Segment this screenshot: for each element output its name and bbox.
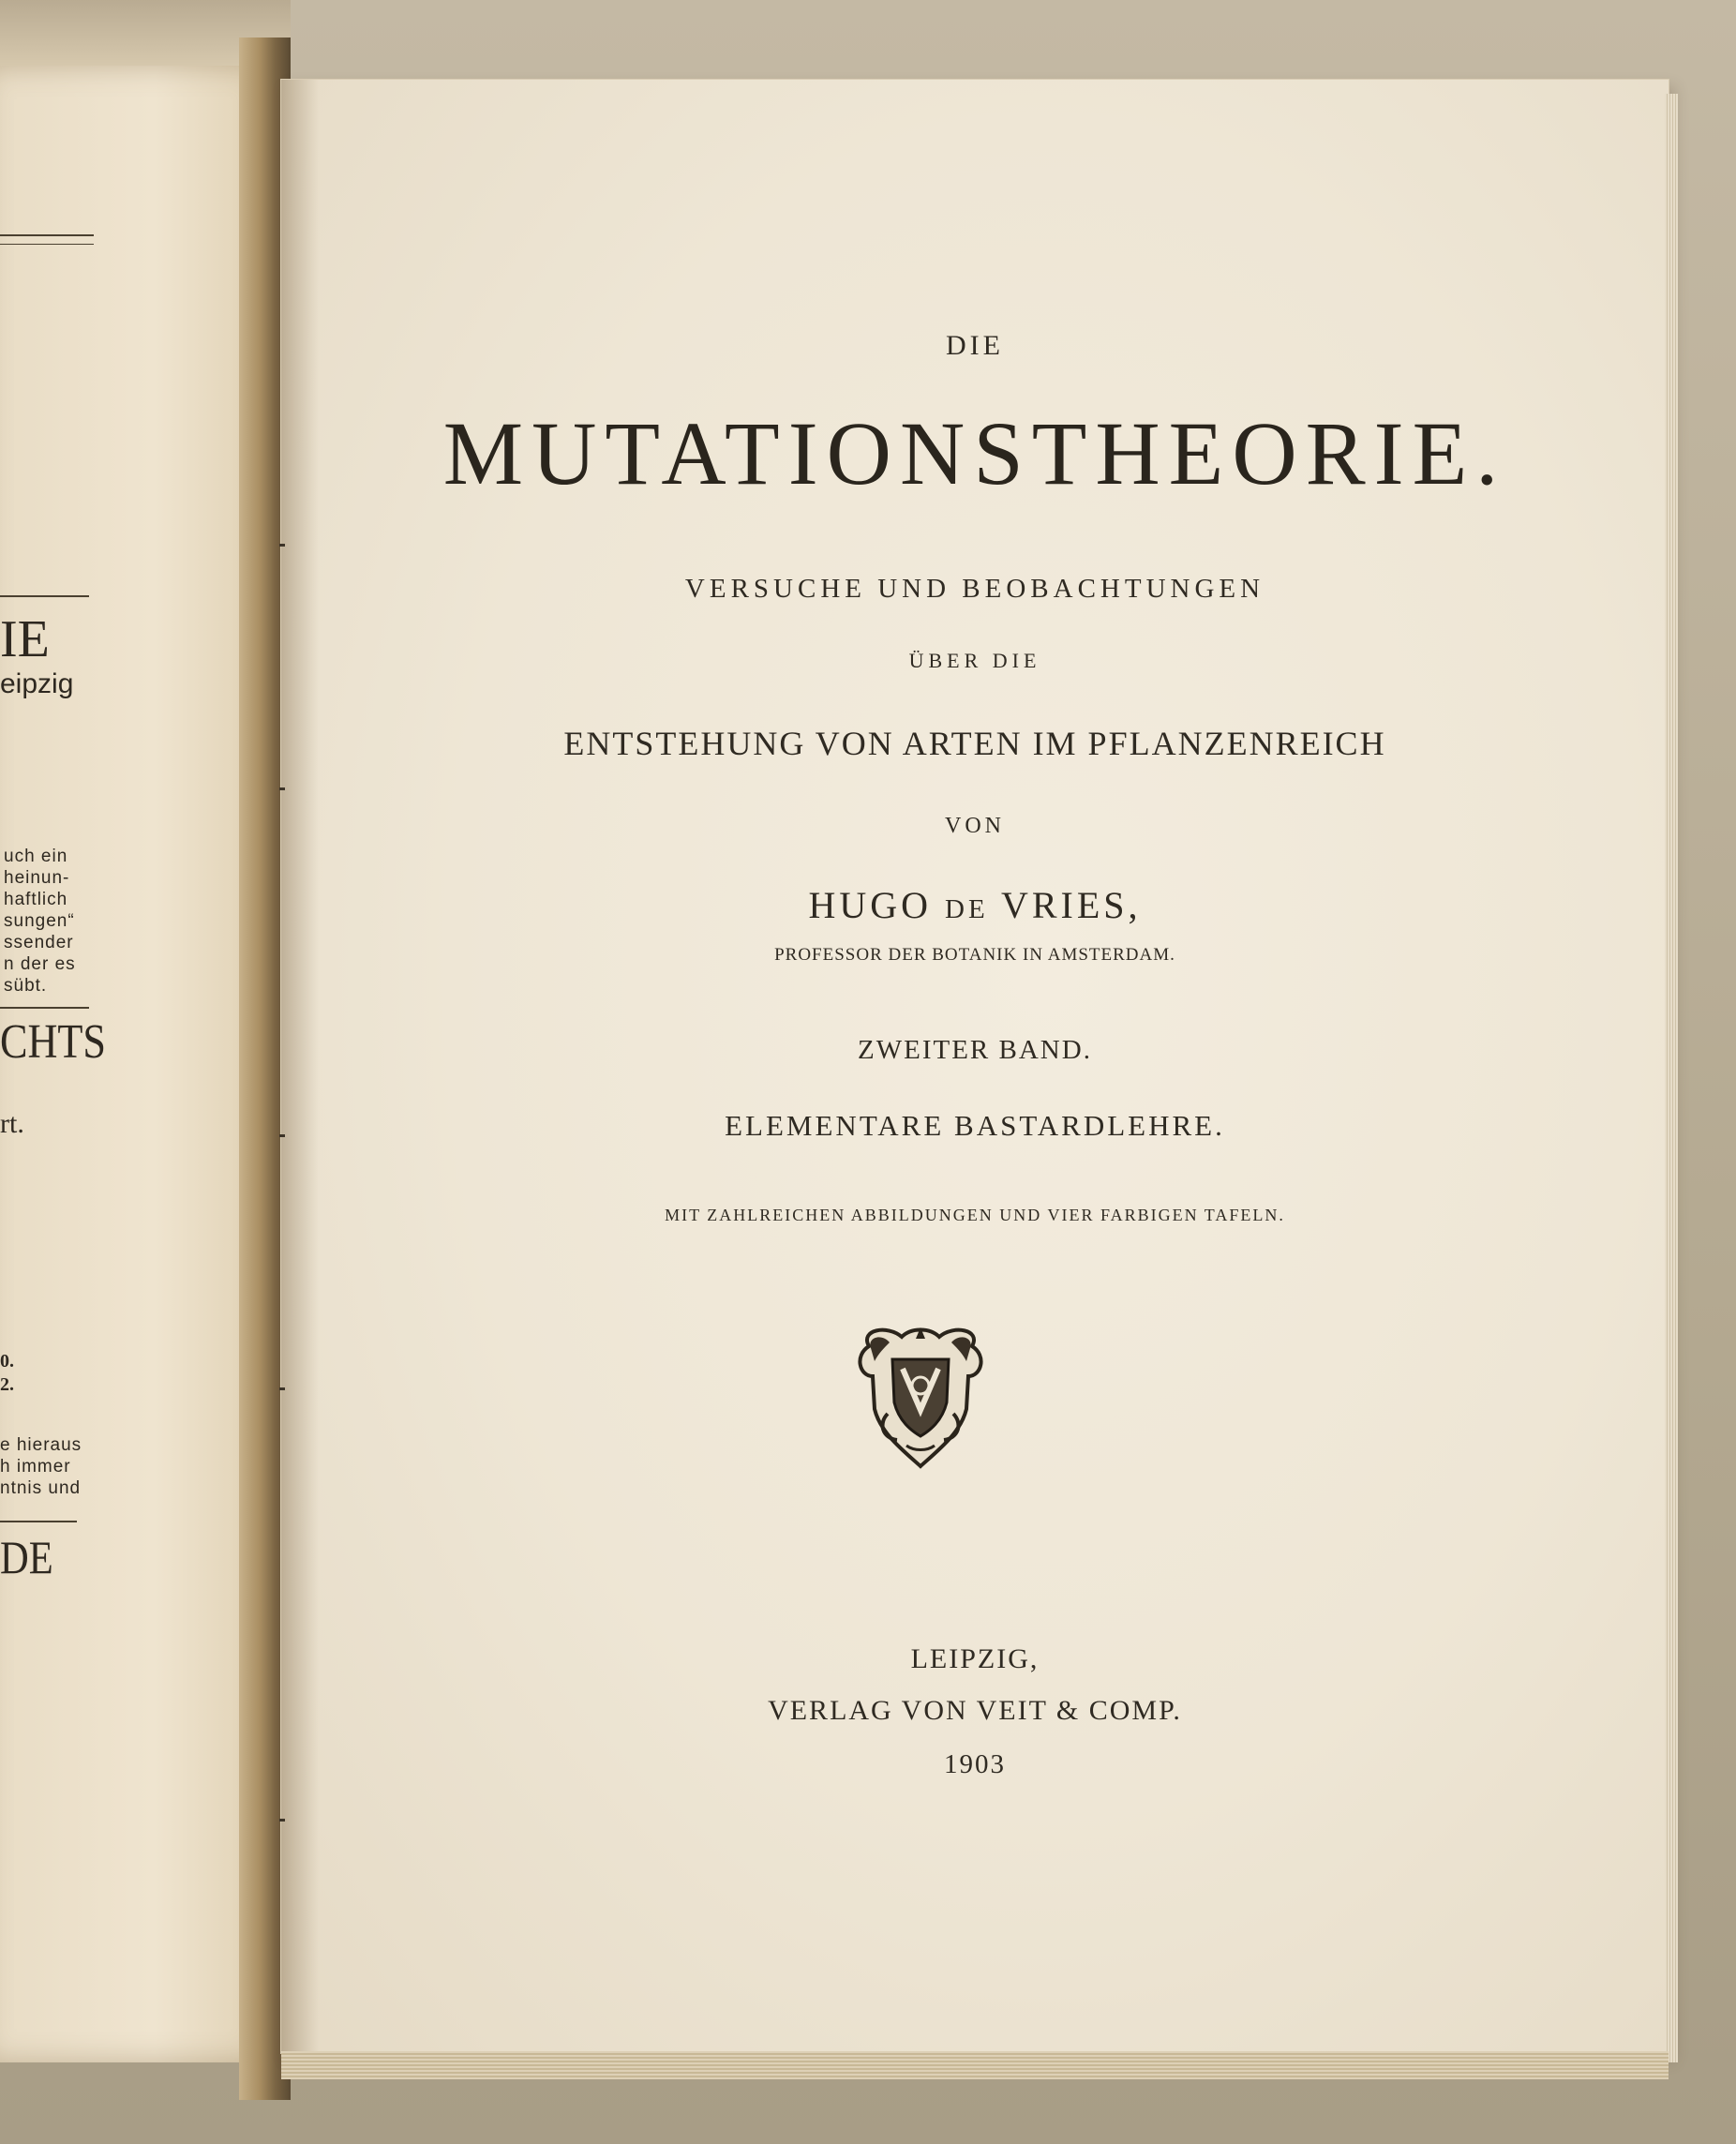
volume-number: ZWEITER BAND.: [858, 1035, 1092, 1065]
binding-stitch: [279, 544, 285, 547]
left-page-paragraph: uch ein heinun- haftlich sungen“ ssender n der es sübt.: [4, 847, 76, 996]
left-page-heading: IE: [0, 610, 50, 668]
left-page-bold-lines: 0. 2.: [0, 1351, 14, 1395]
main-title: MUTATIONSTHEORIE.: [442, 403, 1507, 503]
author-first-name: HUGO: [808, 884, 932, 926]
illustrations-note: MIT ZAHLREICHEN ABBILDUNGEN UND VIER FARBIGEN TAFELN.: [665, 1206, 1285, 1224]
imprint-year: 1903: [944, 1749, 1006, 1779]
imprint-publisher: VERLAG VON VEIT & COMP.: [768, 1695, 1182, 1726]
left-page-heading: CHTS: [0, 1015, 106, 1069]
left-page-text: rt.: [0, 1108, 24, 1139]
publisher-crest-icon: [850, 1320, 991, 1470]
binding-stitch: [279, 787, 285, 790]
binding-stitch: [279, 1819, 285, 1822]
imprint-city: LEIPZIG,: [910, 1643, 1040, 1674]
author-name: [281, 883, 1669, 927]
left-page-paragraph: e hieraus h immer ntnis und: [0, 1435, 82, 1498]
subtitle-line-2: ÜBER DIE: [908, 649, 1041, 672]
left-page-heading: DE: [0, 1531, 53, 1583]
page-edge: [281, 2051, 1669, 2079]
left-page-rule: [0, 234, 94, 236]
byline-von: VON: [945, 814, 1005, 838]
left-page-rule: [0, 1007, 89, 1009]
left-page-rule: [0, 1521, 77, 1522]
volume-title: ELEMENTARE BASTARDLEHRE.: [725, 1109, 1225, 1142]
left-page-rule: [0, 595, 89, 597]
subtitle-line-3: ENTSTEHUNG VON ARTEN IM PFLANZENREICH: [563, 725, 1386, 762]
left-page-rule: [0, 244, 94, 245]
author-affiliation: PROFESSOR DER BOTANIK IN AMSTERDAM.: [774, 945, 1175, 965]
pre-title: DIE: [946, 330, 1004, 361]
author-particle: DE: [945, 894, 989, 924]
binding-stitch: [279, 1387, 285, 1390]
subtitle-line-1: VERSUCHE UND BEOBACHTUNGEN: [684, 574, 1265, 604]
left-page-text: eipzig: [0, 668, 74, 699]
author-last-name: VRIES,: [1000, 884, 1142, 926]
